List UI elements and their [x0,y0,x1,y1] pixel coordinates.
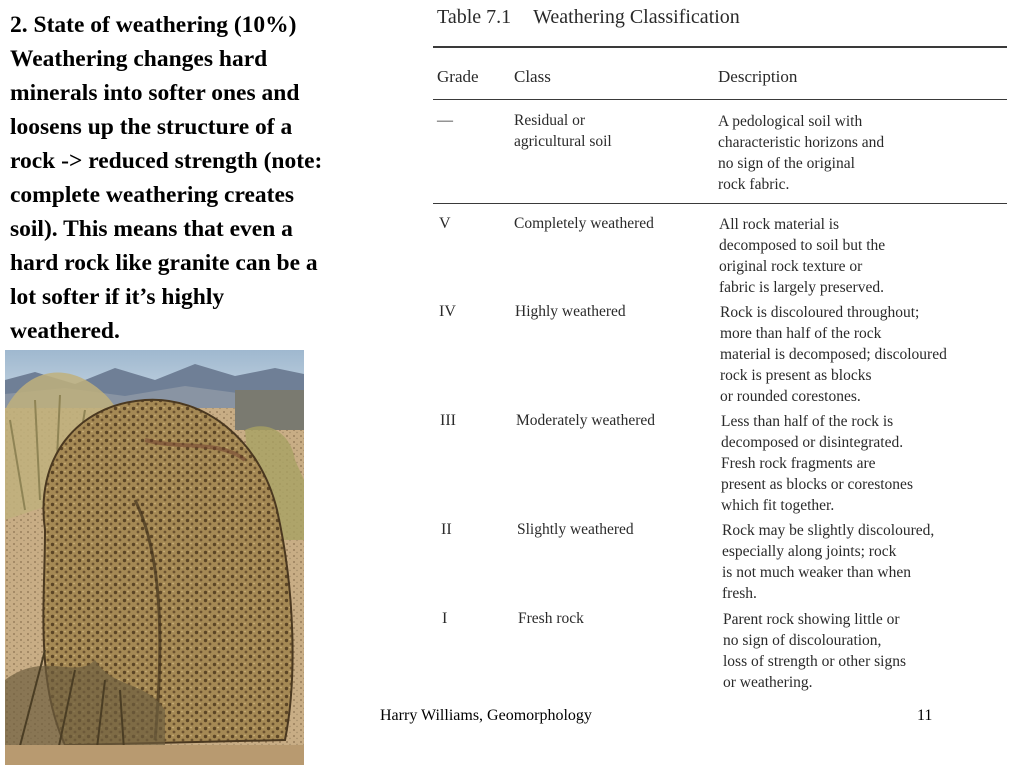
heading-line: 2. State of weathering (10%) [10,12,297,38]
row-divider [433,203,1007,204]
header-description: Description [718,67,798,86]
weathering-classification-table [433,0,1008,700]
table-top-rule [433,46,1007,48]
table-row-class: Fresh rock [518,610,584,627]
table-row-grade: V [439,215,451,232]
table-row-description: Parent rock showing little or no sign of discolouration, loss of strength or other signs or weathering. [723,611,906,691]
table-row-class: Completely weathered [514,215,654,232]
slide-heading [10,8,405,348]
table-row-description: A pedological soil with characteristic horizons and no sign of the original rock fabric. [718,113,885,193]
header-rule [433,99,1007,100]
heading-line: loosens up the structure of a [10,114,293,140]
table-row-description: Rock is discoloured throughout; more than half of the rock material is decomposed; discoloured rock is present as blocks or rounded corestones. [720,304,947,405]
page-number: 11 [917,707,933,724]
footer-author: Harry Williams, Geomorphology [380,707,592,724]
header-grade: Grade [437,67,479,86]
table-row-description: Rock may be slightly discoloured, especially along joints; rock is not much weaker than when fresh. [722,522,935,602]
heading-line: weathered. [10,318,120,344]
heading-line: complete weathering creates [10,182,295,208]
table-row-class: Moderately weathered [516,412,656,429]
table-number: Table 7.1 [437,6,512,28]
heading-line: Weathering changes hard [10,46,268,72]
table-row-class: Highly weathered [515,303,626,320]
heading-line: rock -> reduced strength (note: [10,148,323,174]
table-caption [437,6,740,29]
heading-line: hard rock like granite can be a [10,250,318,276]
table-title: Weathering Classification [533,6,740,28]
heading-line: minerals into softer ones and [10,80,300,106]
table-row-class: Slightly weathered [517,521,634,538]
weathered-granite-photo [5,350,304,765]
table-row-grade: III [440,412,456,429]
table-row-grade: IV [439,303,456,320]
heading-line: soil). This means that even a [10,216,293,242]
table-row-grade: II [441,521,452,538]
table-row-class: Residual or agricultural soil [514,112,612,150]
table-row-description: All rock material is decomposed to soil but the original rock texture or fabric is largely preserved. [719,216,886,296]
table-row-grade: — [437,112,453,129]
header-class: Class [514,67,551,86]
heading-line: lot softer if it’s highly [10,284,225,310]
table-row-description: Less than half of the rock is decomposed or disintegrated. Fresh rock fragments are present as blocks or corestones which fit together. [721,413,913,514]
table-row-grade: I [442,610,448,627]
